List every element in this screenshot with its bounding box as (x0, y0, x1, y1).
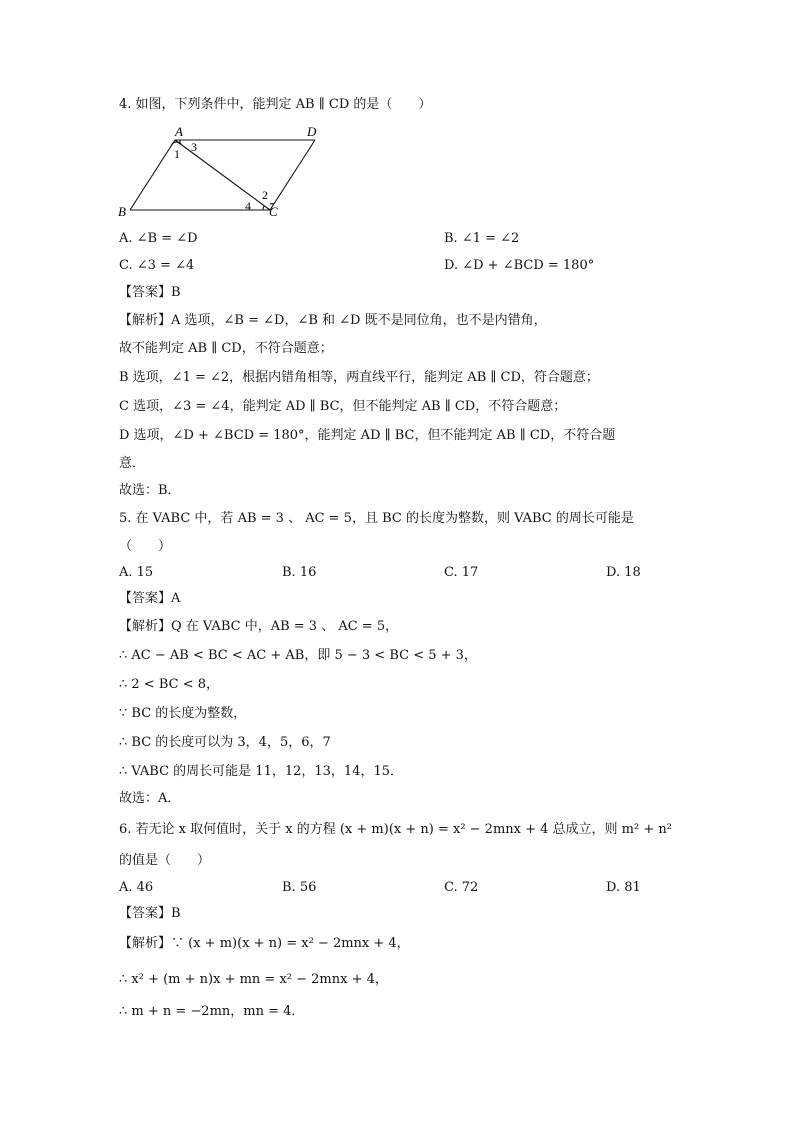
q5-analysis-line-3: ∴ 2 < BC < 8， (119, 677, 220, 692)
q4-analysis-line-2: 故不能判定 AB ∥ CD，不符合题意； (119, 341, 333, 356)
label-D: D (307, 124, 317, 139)
q5-answer: 【答案】A (119, 591, 181, 606)
label-B: B (118, 204, 126, 219)
label-A: A (175, 124, 183, 139)
q4-analysis-line-4: C 选项，∠3 = ∠4，能判定 AD ∥ BC，但不能判定 AB ∥ CD，不符合题意； (119, 399, 567, 414)
q6-option-a: A. 46 (119, 880, 154, 895)
q5-option-d: D. 18 (606, 565, 641, 580)
q6-answer: 【答案】B (119, 906, 181, 921)
label-angle-1: 1 (174, 147, 180, 161)
q4-option-a: A. ∠B = ∠D (119, 231, 198, 246)
q4-analysis-line-3: B 选项，∠1 = ∠2，根据内错角相等，两直线平行，能判定 AB ∥ CD，符合题意； (119, 370, 599, 385)
q5-option-a: A. 15 (119, 565, 154, 580)
q4-analysis-line-5: D 选项，∠D + ∠BCD = 180°，能判定 AD ∥ BC，但不能判定 AB ∥ CD，不符合题 (119, 428, 616, 443)
q4-stem: 4. 如图，下列条件中，能判定 AB ∥ CD 的是（ ） (119, 97, 432, 112)
q5-analysis-line-2: ∴ AC − AB < BC < AC + AB，即 5 − 3 < BC < 5 + 3， (119, 648, 477, 663)
q5-analysis-line-7: 故选：A． (119, 791, 181, 806)
q4-answer: 【答案】B (119, 285, 181, 300)
q5-analysis-line-6: ∴ VABC 的周长可能是 11，12，13，14，15． (119, 764, 404, 779)
q6-stem-2: 的值是（ ） (119, 853, 211, 868)
q6-analysis-line-1: 【解析】∵ (x + m)(x + n) = x² − 2mnx + 4， (119, 936, 410, 951)
q5-stem-2: （ ） (119, 539, 172, 554)
q6-option-b: B. 56 (282, 880, 317, 895)
q5-stem: 5. 在 VABC 中，若 AB = 3 、 AC = 5，且 BC 的长度为整数，则 VABC 的周长可能是 (119, 511, 634, 526)
q4-option-b: B. ∠1 = ∠2 (444, 231, 520, 246)
q6-stem: 6. 若无论 x 取何值时，关于 x 的方程 (x + m)(x + n) = x² − 2mnx + 4 总成立，则 m² + n² (119, 822, 672, 837)
label-angle-3: 3 (191, 140, 197, 154)
parallelogram-figure (115, 122, 330, 222)
q6-option-d: D. 81 (606, 880, 641, 895)
label-angle-4: 4 (245, 199, 251, 213)
q5-analysis-line-4: ∵ BC 的长度为整数， (119, 706, 247, 721)
q5-option-b: B. 16 (282, 565, 317, 580)
q4-analysis-line-6: 意． (119, 456, 146, 471)
q5-analysis-line-5: ∴ BC 的长度可以为 3，4，5，6，7 (119, 735, 331, 750)
q6-analysis-line-3: ∴ m + n = −2mn，mn = 4． (119, 1004, 305, 1019)
q4-analysis-line-7: 故选：B． (119, 483, 181, 498)
q4-analysis-line-1: 【解析】A 选项，∠B = ∠D，∠B 和 ∠D 既不是同位角，也不是内错角， (119, 313, 547, 328)
q5-option-c: C. 17 (444, 565, 479, 580)
q5-analysis-line-1: 【解析】Q 在 VABC 中，AB = 3 、 AC = 5， (119, 619, 399, 634)
label-angle-2: 2 (262, 188, 268, 202)
label-C: C (269, 204, 278, 219)
q6-analysis-line-2: ∴ x² + (m + n)x + mn = x² − 2mnx + 4， (119, 972, 388, 987)
q4-option-d: D. ∠D + ∠BCD = 180° (444, 258, 595, 273)
q6-option-c: C. 72 (444, 880, 479, 895)
q4-option-c: C. ∠3 = ∠4 (119, 258, 195, 273)
